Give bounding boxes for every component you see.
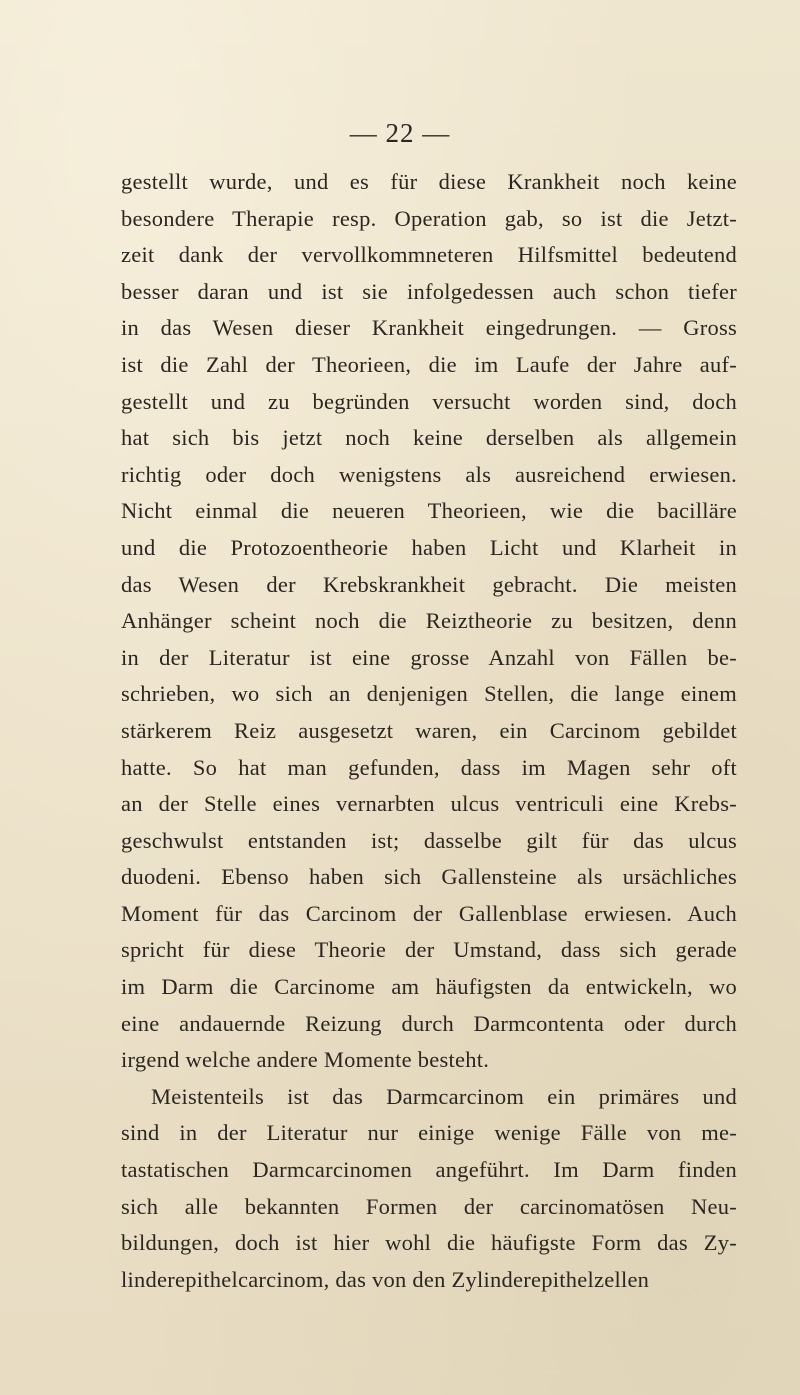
text-line: Moment für das Carcinom der Gallenblase erwiesen. Auch — [121, 900, 737, 926]
text-line: Meistenteils ist das Darmcarcinom ein primäres und — [151, 1083, 737, 1109]
text-line: irgend welche andere Momente besteht. — [121, 1047, 490, 1073]
text-line: zeit dank der vervollkommneteren Hilfsmittel bedeutend — [121, 242, 737, 268]
text-line: an der Stelle eines vernarbten ulcus ventriculi eine Krebs- — [121, 791, 737, 817]
text-line: schrieben, wo sich an denjenigen Stellen, die lange einem — [121, 681, 737, 707]
text-line: stärkerem Reiz ausgesetzt waren, ein Carcinom gebildet — [121, 717, 737, 743]
body-text — [121, 164, 737, 1298]
text-line: besondere Therapie resp. Operation gab, so ist die Jetzt- — [121, 205, 737, 231]
text-line: eine andauernde Reizung durch Darmcontenta oder durch — [121, 1010, 737, 1036]
text-line: Anhänger scheint noch die Reiztheorie zu besitzen, denn — [121, 608, 737, 634]
text-line: besser daran und ist sie infolgedessen auch schon tiefer — [121, 278, 737, 304]
text-line: tastatischen Darmcarcinomen angeführt. Im Darm finden — [121, 1157, 737, 1183]
text-line: sich alle bekannten Formen der carcinomatösen Neu- — [121, 1193, 737, 1219]
paragraph — [121, 1079, 737, 1299]
text-line: spricht für diese Theorie der Umstand, dass sich gerade — [121, 937, 737, 963]
text-line: gestellt wurde, und es für diese Krankheit noch keine — [121, 169, 737, 194]
text-line: sind in der Literatur nur einige wenige Fälle von me- — [121, 1120, 737, 1146]
text-line: und die Protozoentheorie haben Licht und Klarheit in — [121, 534, 737, 560]
text-line: hatte. So hat man gefunden, dass im Magen sehr oft — [121, 754, 737, 780]
text-line: in das Wesen dieser Krankheit eingedrungen. — Gross — [121, 315, 737, 341]
text-line: richtig oder doch wenigstens als ausreichend erwiesen. — [121, 461, 737, 487]
text-line: im Darm die Carcinome am häufigsten da entwickeln, wo — [121, 974, 737, 1000]
text-line: duodeni. Ebenso haben sich Gallensteine als ursächliches — [121, 864, 737, 890]
text-line: ist die Zahl der Theorieen, die im Laufe der Jahre auf- — [121, 351, 737, 377]
text-line: hat sich bis jetzt noch keine derselben als allgemein — [121, 425, 737, 451]
text-line: in der Literatur ist eine grosse Anzahl von Fällen be- — [121, 644, 737, 670]
page-number: — 22 — — [349, 118, 451, 148]
text-line: gestellt und zu begründen versucht worden sind, doch — [121, 388, 737, 414]
text-line: das Wesen der Krebskrankheit gebracht. Die meisten — [121, 571, 737, 597]
paragraph — [121, 164, 737, 1079]
text-line: bildungen, doch ist hier wohl die häufigste Form das Zy- — [121, 1230, 737, 1256]
text-line: geschwulst entstanden ist; dasselbe gilt für das ulcus — [121, 827, 737, 853]
text-line: Nicht einmal die neueren Theorieen, wie die bacilläre — [121, 498, 737, 524]
text-line: linderepithelcarcinom, das von den Zylinderepithelzellen — [121, 1266, 650, 1292]
